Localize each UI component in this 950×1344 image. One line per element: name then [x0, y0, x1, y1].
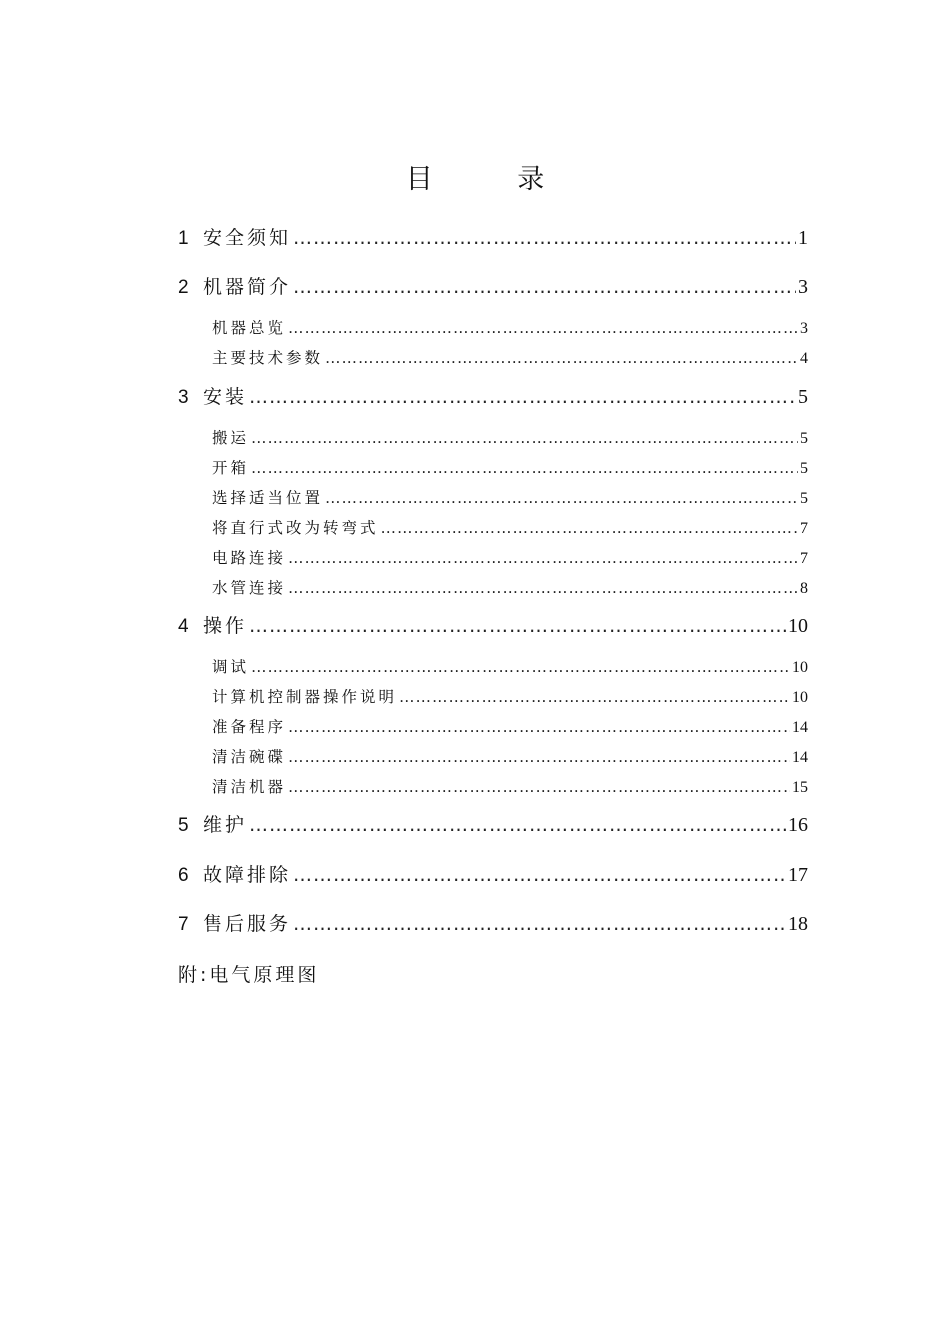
page-title: 目 录 — [405, 164, 583, 195]
toc-entry-number: 4 — [178, 616, 189, 637]
toc-subentry-label: 清洁机器 — [212, 778, 287, 796]
toc-subentry-page: 3 — [800, 320, 808, 337]
toc-subentry[interactable] — [212, 456, 808, 478]
toc-leader-dots — [288, 549, 798, 567]
toc-entry-number: 2 — [178, 277, 189, 298]
toc-entry-label: 安全须知 — [203, 227, 292, 249]
toc-leader-dots — [288, 718, 790, 736]
toc-subentry[interactable] — [212, 516, 808, 538]
toc-subentry-label: 计算机控制器操作说明 — [212, 688, 398, 706]
toc-subentry-page: 10 — [792, 689, 808, 706]
toc-subentry-label: 调试 — [212, 658, 250, 676]
toc-subentry-label: 搬运 — [212, 429, 250, 447]
toc-subentry-page: 10 — [792, 659, 808, 676]
toc-leader-dots — [251, 459, 798, 477]
toc-leader-dots — [293, 864, 786, 886]
toc-subentry-page: 5 — [800, 460, 808, 477]
toc-entry-label: 故障排除 — [203, 864, 292, 886]
toc-entry-page: 5 — [798, 386, 808, 408]
toc-subentry[interactable] — [212, 316, 808, 338]
toc-entry-number: 6 — [178, 865, 189, 886]
toc-entry-7[interactable] — [178, 909, 808, 935]
toc-entry-page: 18 — [788, 913, 808, 935]
toc-leader-dots — [293, 276, 796, 298]
toc-subentry[interactable] — [212, 685, 808, 707]
toc-subentry[interactable] — [212, 346, 808, 368]
toc-subentry[interactable] — [212, 745, 808, 767]
toc-subentry[interactable] — [212, 655, 808, 677]
toc-subentry-label: 电路连接 — [212, 549, 287, 567]
toc-subentry[interactable] — [212, 576, 808, 598]
toc-entry-2[interactable] — [178, 272, 808, 298]
toc-entry-label: 维护 — [203, 814, 248, 836]
toc-subentry[interactable] — [212, 775, 808, 797]
toc-subentry-page: 14 — [792, 749, 808, 766]
toc-entry-6[interactable] — [178, 860, 808, 886]
toc-leader-dots — [288, 319, 798, 337]
toc-leader-dots — [288, 778, 790, 796]
toc-leader-dots — [249, 386, 796, 408]
toc-subentry-page: 7 — [800, 550, 808, 567]
toc-leader-dots — [325, 489, 798, 507]
toc-leader-dots — [251, 658, 790, 676]
toc-subentry-page: 4 — [800, 350, 808, 367]
toc-subentry-label: 将直行式改为转弯式 — [212, 519, 379, 537]
toc-entry-label: 操作 — [203, 615, 248, 637]
toc-entry-label: 售后服务 — [203, 913, 292, 935]
toc-leader-dots — [249, 615, 786, 637]
toc-entry-page: 17 — [788, 864, 808, 886]
toc-subentry-page: 8 — [800, 580, 808, 597]
toc-subentry-label: 开箱 — [212, 459, 250, 477]
toc-entry-number: 7 — [178, 914, 189, 935]
toc-entry-page: 10 — [788, 615, 808, 637]
toc-leader-dots — [399, 688, 790, 706]
toc-entry-page: 16 — [788, 814, 808, 836]
toc-subentry[interactable] — [212, 546, 808, 568]
toc-subentry-page: 14 — [792, 719, 808, 736]
toc-leader-dots — [288, 579, 798, 597]
toc-subentry[interactable] — [212, 486, 808, 508]
toc-subentry-label: 机器总览 — [212, 319, 287, 337]
toc-subentry-page: 5 — [800, 490, 808, 507]
toc-subentry-label: 水管连接 — [212, 579, 287, 597]
appendix-note: 附:电气原理图 — [178, 964, 320, 986]
toc-subentry-label: 选择适当位置 — [212, 489, 324, 507]
toc-entry-1[interactable] — [178, 223, 808, 249]
toc-leader-dots — [251, 429, 798, 447]
toc-subentry-label: 主要技术参数 — [212, 349, 324, 367]
toc-entry-4[interactable] — [178, 611, 808, 637]
toc-subentry[interactable] — [212, 426, 808, 448]
toc-subentry-label: 准备程序 — [212, 718, 287, 736]
toc-entry-number: 5 — [178, 815, 189, 836]
toc-leader-dots — [288, 748, 790, 766]
toc-entry-label: 机器简介 — [203, 276, 292, 298]
toc-leader-dots — [293, 227, 796, 249]
toc-entry-number: 1 — [178, 228, 189, 249]
toc-subentry-page: 7 — [800, 520, 808, 537]
toc-subentry[interactable] — [212, 715, 808, 737]
toc-entry-3[interactable] — [178, 382, 808, 408]
toc-subentry-page: 5 — [800, 430, 808, 447]
toc-entry-page: 1 — [798, 227, 808, 249]
toc-entry-5[interactable] — [178, 810, 808, 836]
toc-entry-label: 安装 — [203, 386, 248, 408]
toc-subentry-label: 清洁碗碟 — [212, 748, 287, 766]
toc-leader-dots — [249, 814, 786, 836]
toc-leader-dots — [325, 349, 798, 367]
toc-subentry-page: 15 — [792, 779, 808, 796]
toc-entry-page: 3 — [798, 276, 808, 298]
toc-entry-number: 3 — [178, 387, 189, 408]
toc-leader-dots — [293, 913, 786, 935]
toc-leader-dots — [381, 519, 798, 537]
